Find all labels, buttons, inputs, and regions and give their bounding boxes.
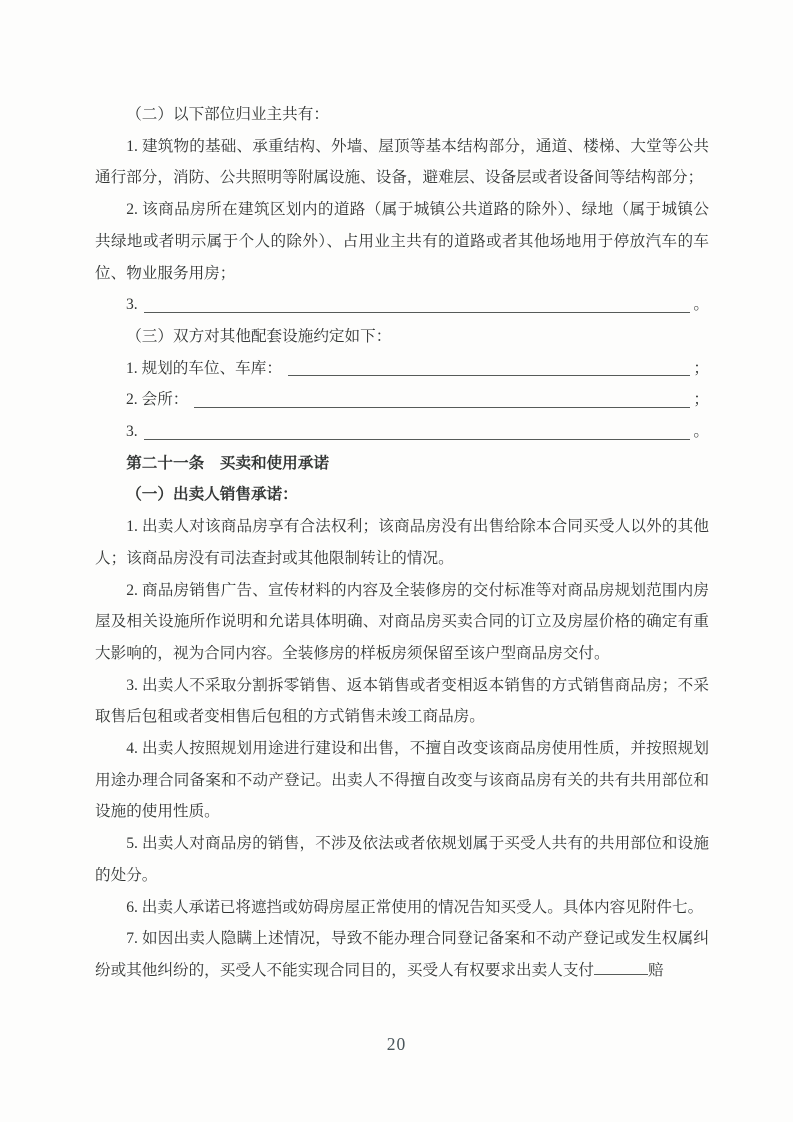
item-number-label: 3. [126,423,138,441]
item-7-text: 7. 如因出卖人隐瞒上述情况，导致不能办理合同登记备案和不动产登记或发生权属纠纷或其他纠纷的，买受人不能实现合同目的，买受人有权要求出卖人支付 [95,930,709,979]
clause-common-parts-item-1: 1. 建筑物的基础、承重结构、外墙、屋顶等基本结构部分，通道、楼梯、大堂等公共通行部分，消防、公共照明等附属设施、设备，避难层、设备层或者设备间等结构部分； [95,137,709,187]
clubhouse-item-label: 2. 会所： [126,391,189,409]
seller-commitment-item-1: 1. 出卖人对该商品房享有合法权利；该商品房没有出售给除本合同买受人以外的其他人；该商品房没有司法查封或其他限制转让的情况。 [95,518,709,567]
page-number: 20 [386,1034,407,1054]
fill-in-blank-line [144,312,691,313]
seller-commitment-item-6: 6. 出卖人承诺已将遮挡或妨碍房屋正常使用的情况告知买受人。具体内容见附件七。 [126,898,704,916]
seller-commitment-item-2: 2. 商品房销售广告、宣传材料的内容及全装修房的交付标准等对商品房规划范围内房屋及相关设施所作说明和允诺具体明确、对商品房买卖合同的订立及房屋价格的确定有重大影响的，视为合同内容。全装修房的样板房须保留至该户型商品房交付。 [95,581,709,662]
item-end-punctuation: ； [693,359,709,377]
item-end-punctuation: 。 [693,296,709,314]
article-21-heading: 第二十一条 买卖和使用承诺 [126,454,329,472]
clause-other-facilities-item-3 [95,416,709,448]
clause-other-facilities-heading: （三）双方对其他配套设施约定如下： [126,327,392,345]
fill-in-blank-line [194,407,690,408]
seller-commitment-item-4: 4. 出卖人按照规划用途进行建设和出售，不擅自改变该商品房使用性质，并按照规划用途办理合同备案和不动产登记。出卖人不得擅自改变与该商品房有关的共有共用部位和设施的使用性质。 [95,740,709,821]
clause-parking-spaces-item [95,353,709,385]
fill-in-blank-short [594,974,648,975]
seller-commitment-item-3: 3. 出卖人不采取分割拆零销售、返本销售或者变相返本销售的方式销售商品房；不采取售后包租或者变相售后包租的方式销售未竣工商品房。 [95,676,709,726]
clause-clubhouse-item [95,384,709,416]
seller-commitments-subheading: （一）出卖人销售承诺： [126,486,298,504]
clause-common-parts-item-3 [95,289,709,321]
contract-body [95,99,709,987]
fill-in-blank-line [144,439,691,440]
item-end-punctuation: ； [693,391,709,409]
item-end-punctuation: 。 [693,423,709,441]
seller-commitment-item-7 [95,923,709,986]
seller-commitment-item-5: 5. 出卖人对商品房的销售，不涉及依法或者依规划属于买受人共有的共用部位和设施的处分。 [95,835,709,884]
item-number-label: 3. [126,296,138,314]
clause-owners-common-parts-heading: （二）以下部位归业主共有： [126,106,329,123]
parking-item-label: 1. 规划的车位、车库： [126,359,282,377]
clause-common-parts-item-2: 2. 该商品房所在建筑区划内的道路（属于城镇公共道路的除外）、绿地（属于城镇公共绿地或者明示属于个人的除外）、占用业主共有的道路或者其他场地用于停放汽车的车位、物业服务用房； [95,201,709,282]
fill-in-blank-line [288,375,690,376]
item-7-tail-text: 赔 [648,961,664,979]
